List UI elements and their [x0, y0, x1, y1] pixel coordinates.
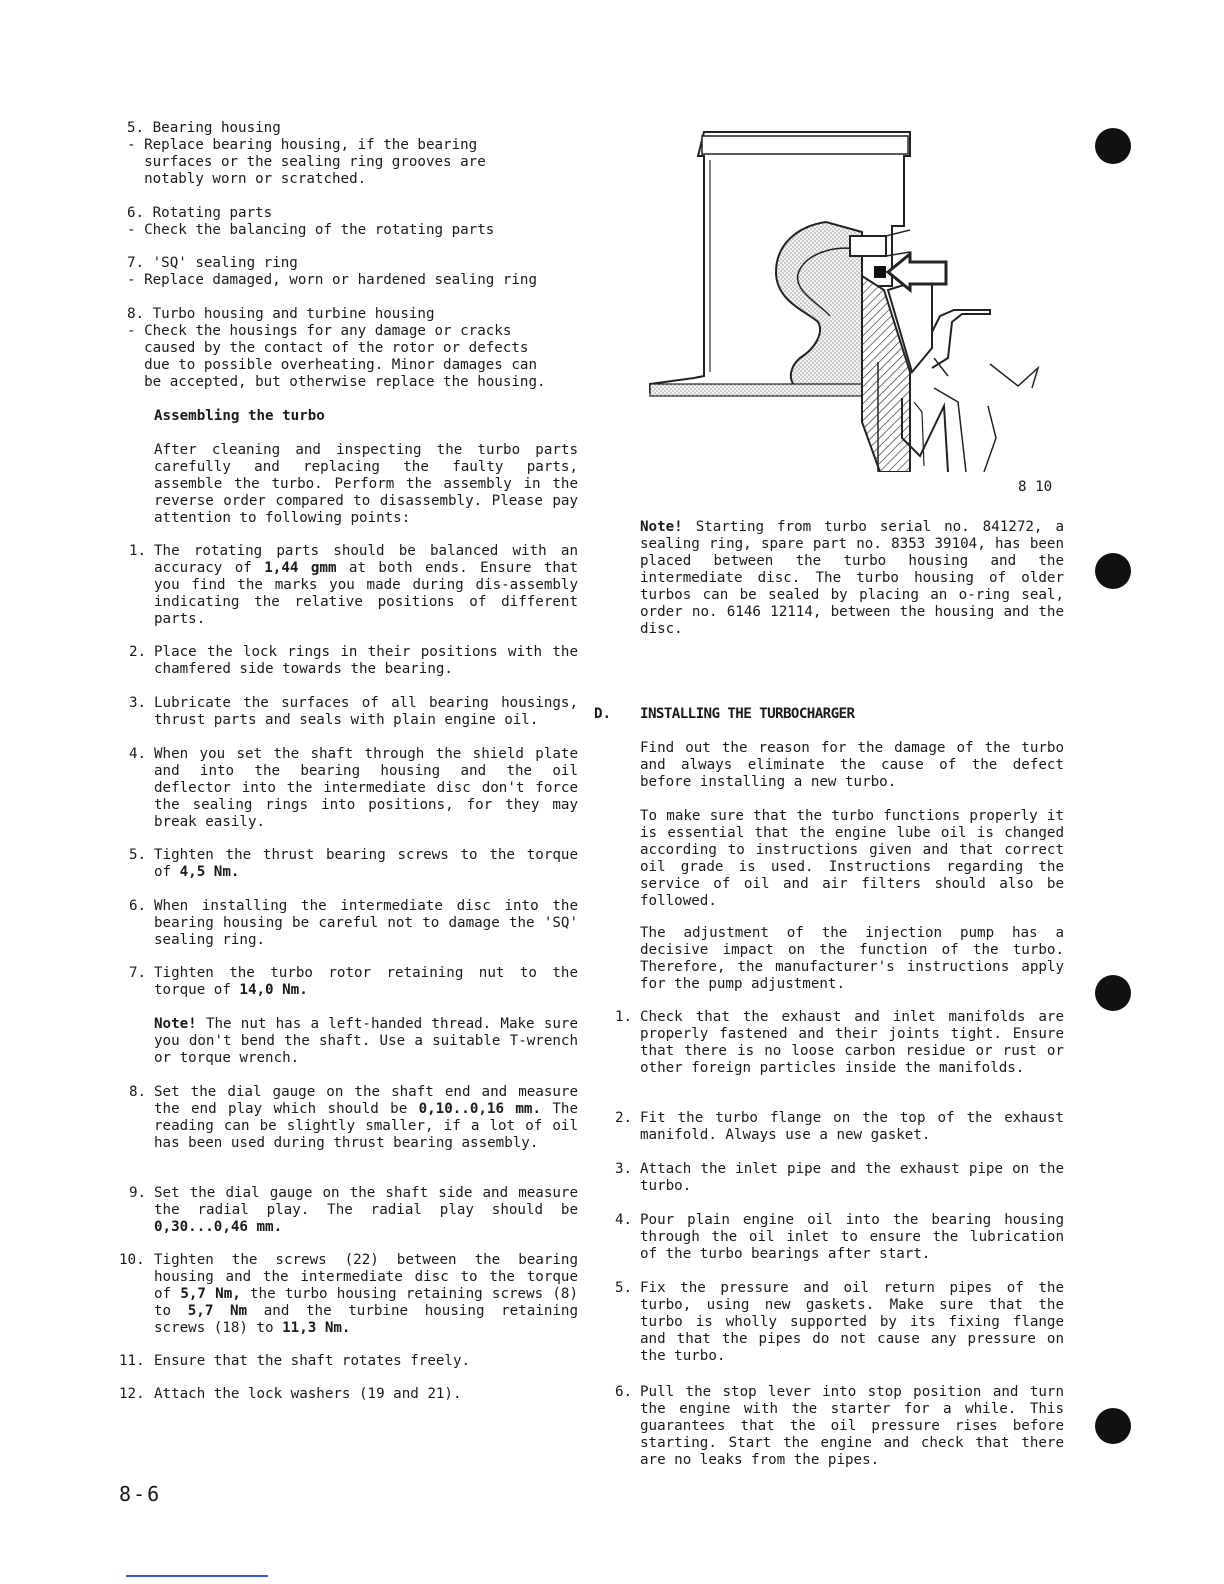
assembling-heading: Assembling the turbo — [154, 408, 325, 424]
inspect-item-title: 8. Turbo housing and turbine housing — [127, 306, 435, 322]
step-7: Tighten the turbo rotor retaining nut to the torque of 14,0 Nm. — [154, 965, 578, 998]
inspect-item-body: - Replace bearing housing, if the bearing surfaces or the sealing ring grooves are notably worn or scratched. — [127, 137, 486, 187]
step-6: When installing the intermediate disc into the bearing housing be careful not to damage the 'SQ' sealing ring. — [154, 898, 578, 948]
step-number: 5. — [129, 847, 147, 863]
inspect-item-5 — [127, 120, 579, 188]
install-step-number: 1. — [615, 1009, 633, 1025]
install-step-1: Check that the exhaust and inlet manifolds are properly fastened and their joints tight. Ensure that there is no loose carbon residue or rust or other foreign particles inside the manifolds. — [640, 1009, 1064, 1076]
step-number: 3. — [129, 695, 147, 711]
arrow-icon — [888, 254, 946, 290]
inspect-item-body: - Replace damaged, worn or hardened sealing ring — [127, 272, 537, 288]
step-7-note: Note! The nut has a left-handed thread. Make sure you don't bend the shaft. Use a suitable T-wrench or torque wrench. — [154, 1016, 578, 1066]
step-number: 12. — [119, 1386, 145, 1402]
punch-hole-icon — [1095, 1408, 1131, 1444]
step-number: 1. — [129, 543, 147, 559]
step-number: 2. — [129, 644, 147, 660]
step-number: 10. — [119, 1252, 145, 1268]
step-9: Set the dial gauge on the shaft side and measure the radial play. The radial play should be 0,30...0,46 mm. — [154, 1185, 578, 1235]
step-number: 8. — [129, 1084, 147, 1100]
install-step-4: Pour plain engine oil into the bearing housing through the oil inlet to ensure the lubrication of the turbo bearings after start. — [640, 1212, 1064, 1262]
install-step-number: 2. — [615, 1110, 633, 1126]
inspect-item-8 — [127, 306, 579, 391]
punch-hole-icon — [1095, 553, 1131, 589]
step-4: When you set the shaft through the shield plate and into the bearing housing and the oil deflector into the intermediate disc don't force the sealing rings into positions, for they may break easily. — [154, 746, 578, 830]
punch-hole-icon — [1095, 975, 1131, 1011]
section-para-2: To make sure that the turbo functions properly it is essential that the engine lube oil is changed according to instructions given and that correct oil grade is used. Instructions regarding the service of oil and air filters should also be followed. — [640, 808, 1064, 909]
inspect-item-body: - Check the balancing of the rotating parts — [127, 222, 495, 238]
install-step-number: 3. — [615, 1161, 633, 1177]
install-step-3: Attach the inlet pipe and the exhaust pipe on the turbo. — [640, 1161, 1064, 1194]
step-number: 11. — [119, 1353, 145, 1369]
turbo-seal-figure — [648, 126, 1048, 472]
page-number: 8-6 — [119, 1482, 162, 1506]
install-step-2: Fit the turbo flange on the top of the exhaust manifold. Always use a new gasket. — [640, 1110, 1064, 1143]
install-step-5: Fix the pressure and oil return pipes of the turbo, using new gaskets. Make sure that the turbo is wholly supported by its fixing flange and that the pipes do not cause any pressure on the turbo. — [640, 1280, 1064, 1364]
step-number: 9. — [129, 1185, 147, 1201]
step-3: Lubricate the surfaces of all bearing housings, thrust parts and seals with plain engine oil. — [154, 695, 578, 728]
step-11: Ensure that the shaft rotates freely. — [154, 1353, 471, 1369]
inspect-item-6 — [127, 205, 579, 239]
step-number: 6. — [129, 898, 147, 914]
install-step-number: 4. — [615, 1212, 633, 1228]
section-letter: D. — [594, 706, 612, 722]
install-step-6: Pull the stop lever into stop position and turn the engine with the starter for a while. This guarantees that the oil pressure rises before starting. Start the engine and check that there are no leaks from the pipes. — [640, 1384, 1064, 1468]
footer-rule — [126, 1575, 268, 1577]
step-10: Tighten the screws (22) between the bearing housing and the intermediate disc to the torque of 5,7 Nm, the turbo housing retaining screws (8) to 5,7 Nm and the turbine housing retaining screws (18) to 11,3 Nm. — [154, 1252, 579, 1336]
install-step-number: 5. — [615, 1280, 633, 1296]
section-para-1: Find out the reason for the damage of the turbo and always eliminate the cause of the defect before installing a new turbo. — [640, 740, 1064, 790]
step-5: Tighten the thrust bearing screws to the torque of 4,5 Nm. — [154, 847, 578, 880]
punch-hole-icon — [1095, 128, 1131, 164]
install-step-number: 6. — [615, 1384, 633, 1400]
figure-label: 8 10 — [1018, 479, 1053, 495]
inspect-item-title: 7. 'SQ' sealing ring — [127, 255, 298, 271]
inspect-item-body: - Check the housings for any damage or cracks caused by the contact of the rotor or defects due to possible overheating. Minor damages can be accepted, but otherwise replace the housing. — [127, 323, 546, 390]
step-8: Set the dial gauge on the shaft end and measure the end play which should be 0,10..0,16 mm. The reading can be slightly smaller, if a lot of oil has been used during thrust bearing assembly. — [154, 1084, 578, 1151]
assembling-intro: After cleaning and inspecting the turbo parts carefully and replacing the faulty parts, assemble the turbo. Perform the assembly in the reverse order compared to disassembly. Please pay attention to following points: — [154, 442, 578, 526]
inspect-item-title: 6. Rotating parts — [127, 205, 273, 221]
section-heading: INSTALLING THE TURBOCHARGER — [640, 706, 855, 722]
step-12: Attach the lock washers (19 and 21). — [154, 1386, 462, 1402]
step-2: Place the lock rings in their positions with the chamfered side towards the bearing. — [154, 644, 578, 677]
section-para-3: The adjustment of the injection pump has a decisive impact on the function of the turbo. Therefore, the manufacturer's instructions apply for the pump adjustment. — [640, 925, 1064, 992]
inspect-item-title: 5. Bearing housing — [127, 120, 281, 136]
step-1: The rotating parts should be balanced with an accuracy of 1,44 gmm at both ends. Ensure that you find the marks you made during dis-assembly indicating the relative positions of different parts. — [154, 543, 578, 627]
inspect-item-7 — [127, 255, 579, 289]
serial-note: Note! Starting from turbo serial no. 841272, a sealing ring, spare part no. 8353 39104, has been placed between the turbo housing and the intermediate disc. The turbo housing of older turbos can be sealed by placing an o-ring seal, order no. 6146 12114, between the housing and the disc. — [640, 519, 1064, 637]
step-number: 7. — [129, 965, 147, 981]
sealing-ring — [874, 266, 886, 278]
step-number: 4. — [129, 746, 147, 762]
